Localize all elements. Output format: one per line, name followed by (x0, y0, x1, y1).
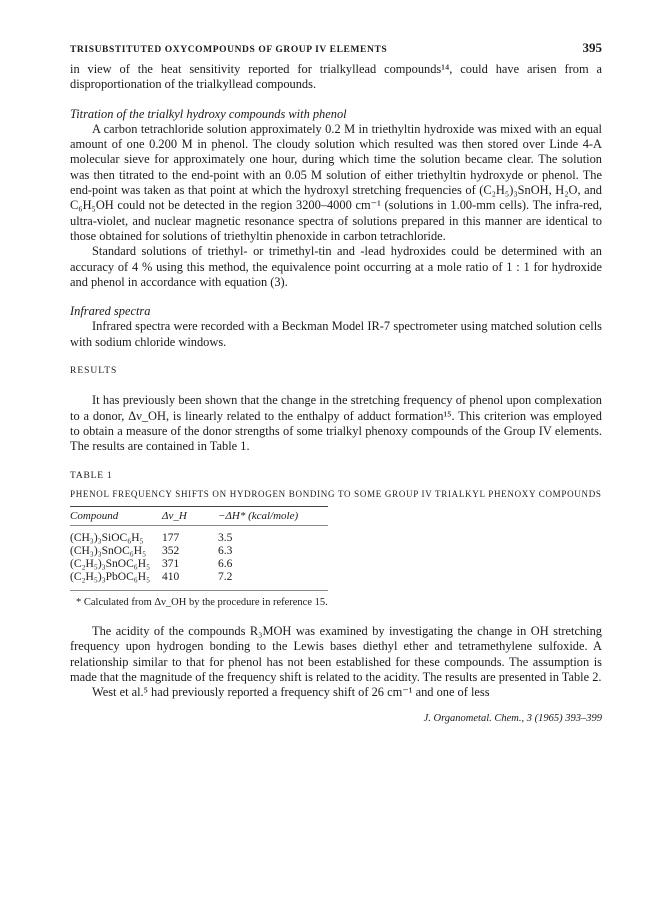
intro-paragraph: in view of the heat sensitivity reported for trialkyllead compounds¹⁴, could have arisen from a disproportionation of the trialkyllead compounds. (70, 62, 602, 92)
cell-compound: (C₂H₅)₃SnOC₆H₅ (70, 557, 151, 570)
journal-citation: J. Organometal. Chem., 3 (1965) 393–399 (423, 712, 602, 724)
titration-heading: Titration of the trialkyl hydroxy compounds with phenol (70, 106, 347, 121)
table-row (70, 571, 328, 584)
titration-paragraph-2: Standard solutions of triethyl- or trimethyl-tin and -lead hydroxides could be determined with an accuracy of 4 % using this method, the equivalence point occurring at a mole ratio of 1 : 1 for hydroxide and phenol in accordance with equation (3). (70, 244, 602, 289)
cell-enthalpy: 6.3 (218, 544, 233, 557)
table-header-row (70, 507, 328, 525)
results-heading: RESULTS (70, 366, 118, 377)
page-header (70, 40, 602, 62)
infrared-paragraph: Infrared spectra were recorded with a Beckman Model IR-7 spectrometer using matched solution cells with sodium chloride windows. (70, 319, 602, 349)
page-number: 395 (582, 40, 602, 55)
table-1 (70, 506, 328, 610)
cell-compound: (CH₃)₃SnOC₆H₅ (70, 544, 147, 557)
table-caption: PHENOL FREQUENCY SHIFTS ON HYDROGEN BONDING TO SOME GROUP IV TRIALKYL PHENOXY COMPOUNDS (70, 488, 602, 499)
table-label: TABLE 1 (70, 470, 113, 481)
cell-shift: 177 (162, 531, 180, 544)
cell-compound: (C₂H₅)₃PbOC₆H₅ (70, 570, 151, 583)
header-compound: Compound (70, 509, 119, 522)
table-row (70, 558, 328, 571)
cell-enthalpy: 3.5 (218, 531, 233, 544)
table-row (70, 545, 328, 558)
titration-paragraph-1: A carbon tetrachloride solution approximately 0.2 M in triethyltin hydroxide was mixed with an equal amount of one 0.200 M in phenol. The cloudy solution which resulted was then stored over Linde 4-A molecular sieve for approximately one hour, during which time the solution became clear. The solution was then titrated to the end-point with an 0.05 M solution of either triethyltin hydroxyde or phenol. The end-point was taken as that point at which the hydroxyl stretching frequencies of (C₂H₅)₃SnOH, H₂O, and C₆H₅OH could not be detected in the region 3200–4000 cm⁻¹ (solutions in 1.00-mm cells). The infra-red, ultra-violet, and nuclear magnetic resonance spectra of solutions prepared in this manner are identical to those obtained for solutions of triethyltin phenoxide in carbon tetrachloride. (70, 121, 602, 243)
infrared-heading: Infrared spectra (70, 304, 151, 319)
header-frequency-shift: Δν_H (162, 509, 187, 522)
closing-paragraph-2: West et al.⁵ had previously reported a frequency shift of 26 cm⁻¹ and one of less (92, 685, 490, 700)
cell-enthalpy: 7.2 (218, 570, 233, 583)
cell-shift: 371 (162, 557, 180, 570)
results-paragraph: It has previously been shown that the change in the stretching frequency of phenol upon complexation to a donor, Δν_OH, is linearly related to the enthalpy of adduct formation¹⁵. This criterion was employed to obtain a measure of the donor strengths of some trialkyl phenoxy compounds of the Group IV elements. The results are contained in Table 1. (70, 393, 602, 454)
closing-paragraph-1: The acidity of the compounds R₃MOH was examined by investigating the change in OH stretching frequency upon hydrogen bonding to the Lewis bases diethyl ether and tetramethylene sulfoxide. A relationship similar to that for phenol has not been established for these compounds. The assumption is made that the magnitude of the frequency shift is related to the acidity. The results are presented in Table 2. (70, 624, 602, 685)
cell-enthalpy: 6.6 (218, 557, 233, 570)
cell-compound: (CH₃)₃SiOC₆H₅ (70, 531, 144, 544)
header-enthalpy: −ΔH* (kcal/mole) (218, 509, 299, 522)
journal-page (70, 40, 602, 726)
table-footnote: * Calculated from Δν_OH by the procedure in reference 15. (76, 596, 328, 608)
running-head: TRISUBSTITUTED OXYCOMPOUNDS OF GROUP IV ELEMENTS (70, 45, 388, 55)
cell-shift: 410 (162, 570, 180, 583)
cell-shift: 352 (162, 544, 180, 557)
table-row (70, 532, 328, 545)
